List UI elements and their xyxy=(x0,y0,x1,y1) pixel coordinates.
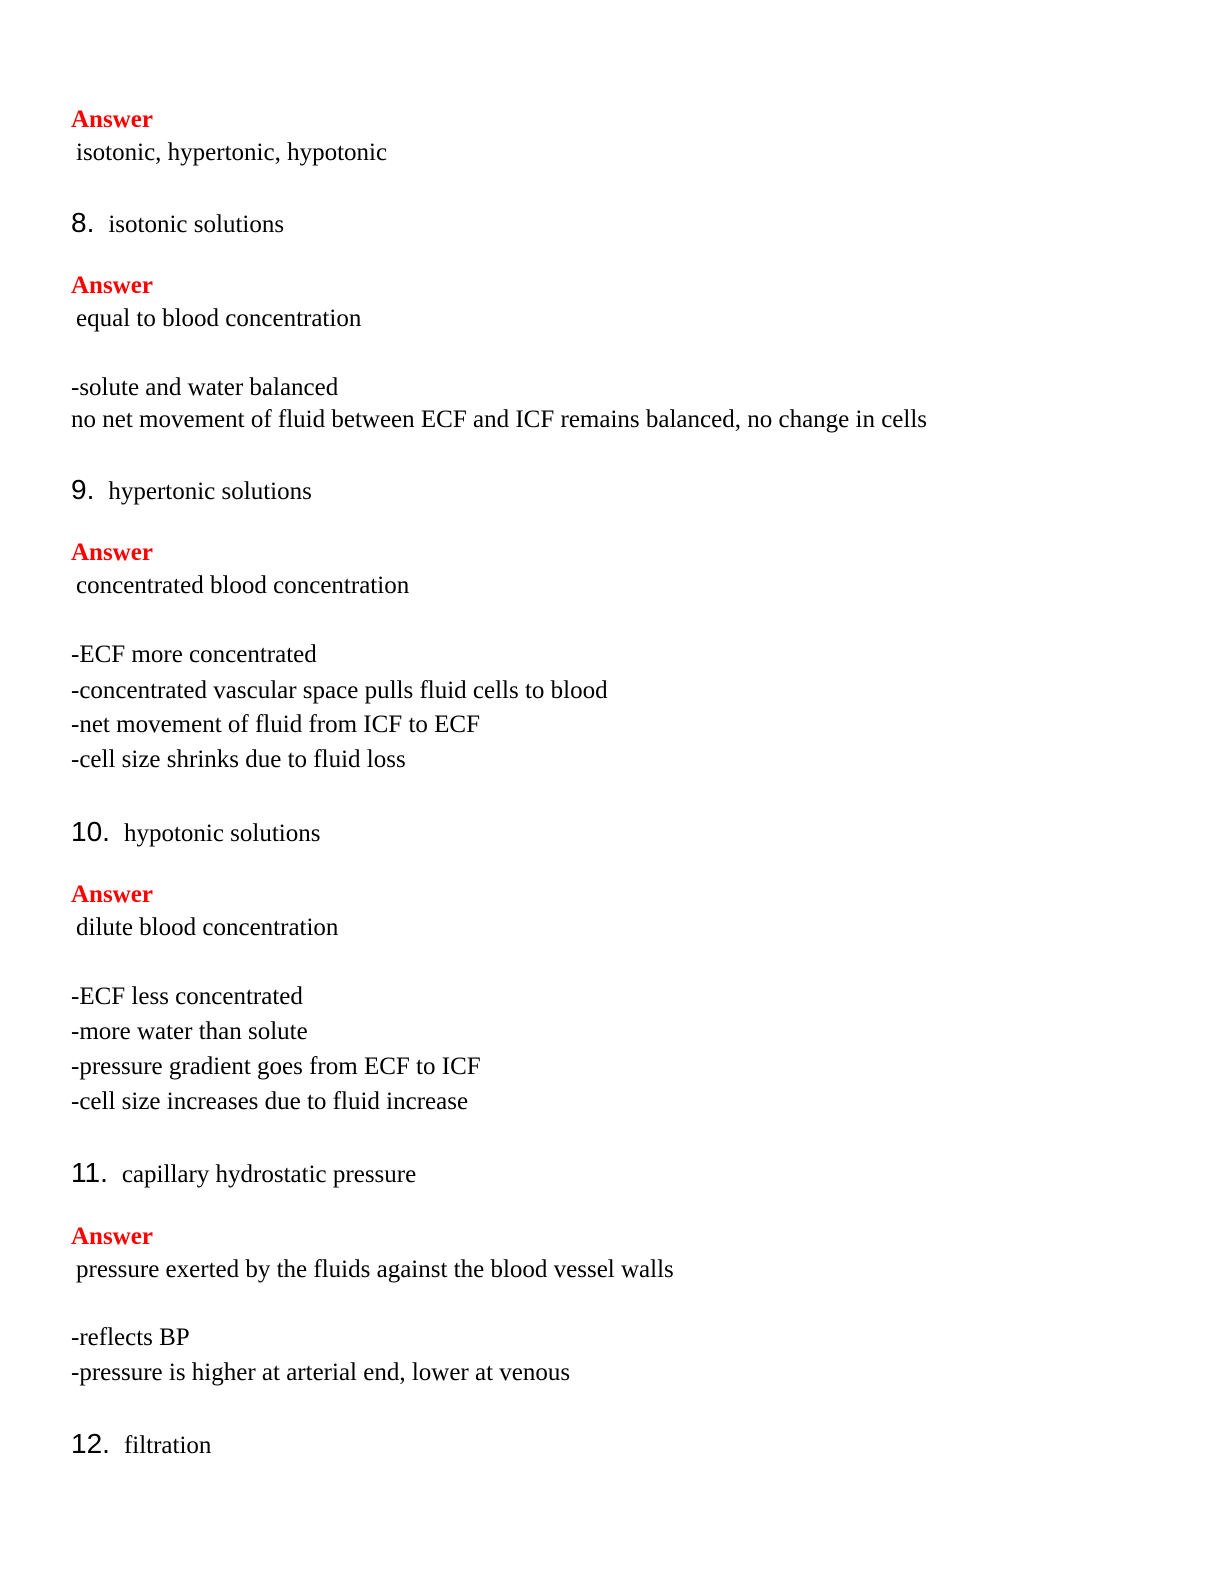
question-text: filtration xyxy=(123,1432,212,1459)
answer-text: isotonic, hypertonic, hypotonic xyxy=(76,139,388,166)
question-number: 10. xyxy=(71,816,110,847)
question-text: hypotonic solutions xyxy=(123,820,321,847)
answer-detail: -more water than solute xyxy=(71,1018,308,1045)
answer-text: pressure exerted by the fluids against the blood vessel walls xyxy=(76,1256,674,1283)
question-10 xyxy=(71,815,320,854)
question-11 xyxy=(71,1156,416,1195)
answer-detail: -cell size increases due to fluid increase xyxy=(71,1088,469,1115)
answer-text: equal to blood concentration xyxy=(76,305,362,332)
answer-label: Answer xyxy=(71,881,153,908)
answer-label: Answer xyxy=(71,539,153,566)
answer-detail: -pressure gradient goes from ECF to ICF xyxy=(71,1053,481,1080)
question-number: 8. xyxy=(71,207,95,238)
question-9 xyxy=(71,473,312,512)
answer-detail: no net movement of fluid between ECF and ICF remains balanced, no change in cells xyxy=(71,406,928,433)
answer-detail: -net movement of fluid from ICF to ECF xyxy=(71,711,480,738)
question-number: 11. xyxy=(71,1157,108,1188)
question-number: 9. xyxy=(71,474,95,505)
question-8 xyxy=(71,206,284,245)
answer-detail: -ECF less concentrated xyxy=(71,983,303,1010)
answer-label: Answer xyxy=(71,106,153,133)
question-number: 12. xyxy=(71,1428,110,1459)
answer-detail: -cell size shrinks due to fluid loss xyxy=(71,746,406,773)
answer-label: Answer xyxy=(71,1223,153,1250)
answer-label: Answer xyxy=(71,272,153,299)
answer-detail: -ECF more concentrated xyxy=(71,641,317,668)
question-text: isotonic solutions xyxy=(108,211,285,238)
answer-text: concentrated blood concentration xyxy=(76,572,410,599)
question-text: hypertonic solutions xyxy=(108,478,312,505)
answer-detail: -reflects BP xyxy=(71,1324,190,1351)
answer-text: dilute blood concentration xyxy=(76,914,339,941)
question-text: capillary hydrostatic pressure xyxy=(121,1161,417,1188)
answer-detail: -pressure is higher at arterial end, lower at venous xyxy=(71,1359,571,1386)
answer-detail: -solute and water balanced xyxy=(71,374,339,401)
question-12 xyxy=(71,1427,211,1466)
answer-detail: -concentrated vascular space pulls fluid cells to blood xyxy=(71,677,608,704)
